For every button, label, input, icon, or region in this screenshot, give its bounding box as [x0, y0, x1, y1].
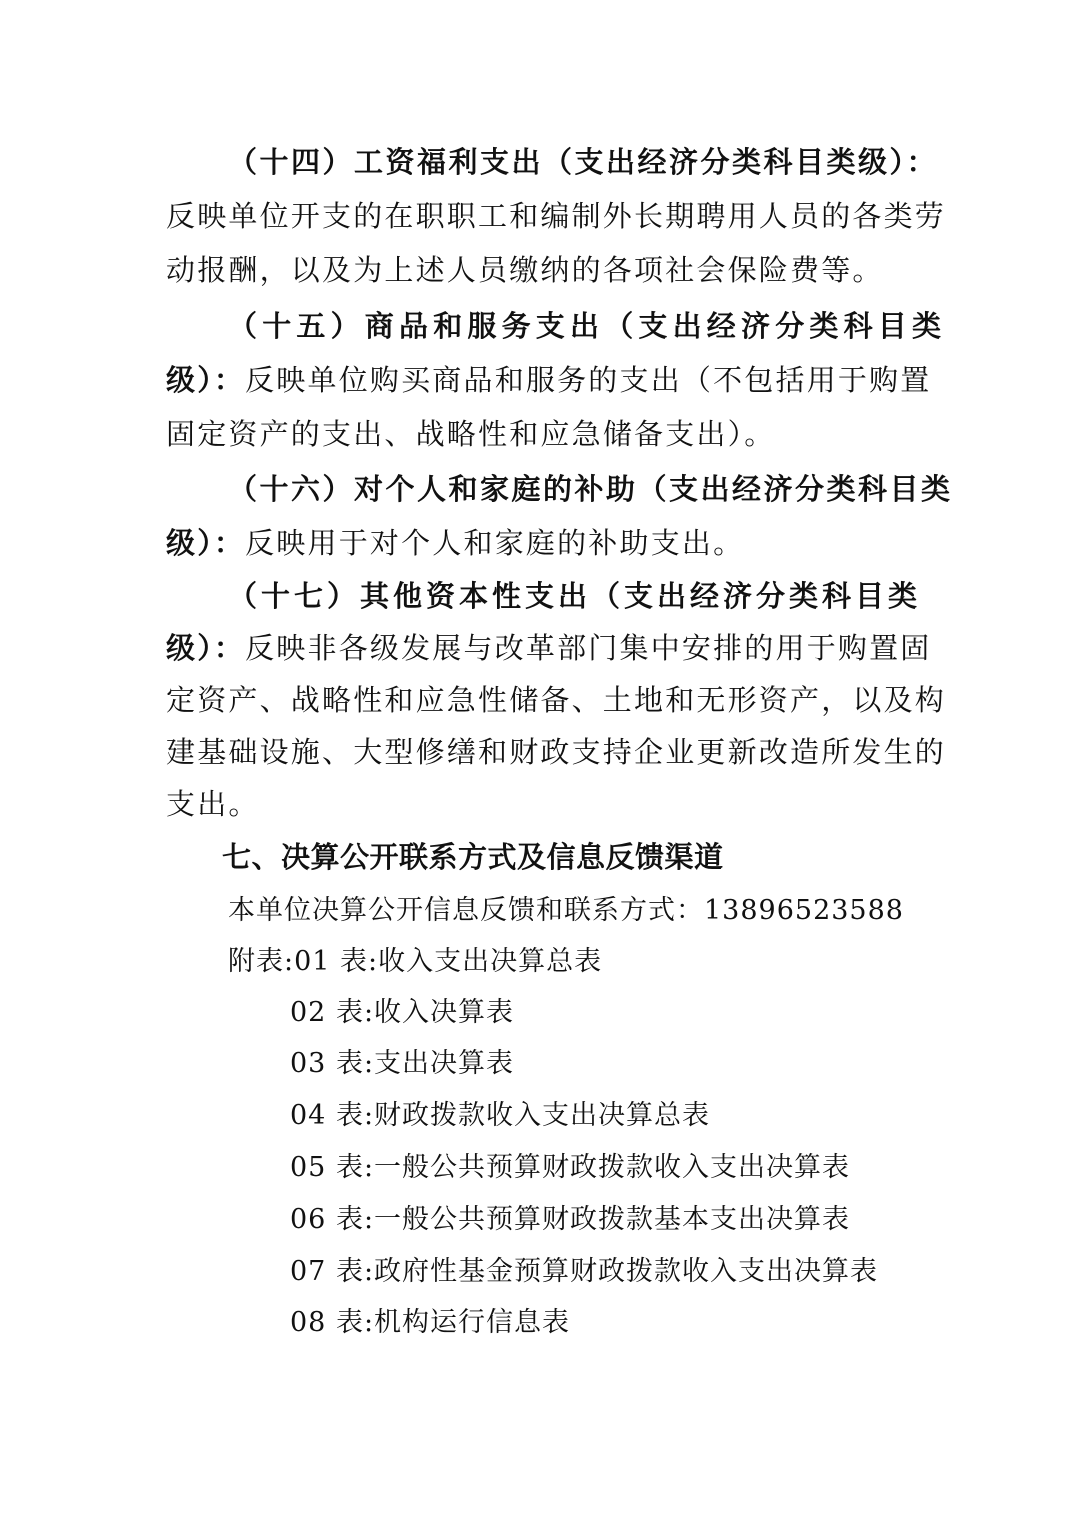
section-14-line-1: 反映单位开支的在职职工和编制外长期聘用人员的各类劳 [166, 199, 947, 233]
section-14-line-2: 动报酬，以及为上述人员缴纳的各项社会保险费等。 [166, 253, 884, 287]
attachment-item: 05 表:一般公共预算财政拨款收入支出决算表 [290, 1152, 851, 1183]
section-17-line-2: 建基础设施、大型修缮和财政支持企业更新改造所发生的 [166, 735, 947, 769]
section-15-cont-bold: 级）： [166, 363, 246, 397]
attachment-item: 04 表:财政拨款收入支出决算总表 [290, 1100, 711, 1131]
section-17-cont-rest: 反映非各级发展与改革部门集中安排的用于购置固 [245, 631, 932, 665]
section-17-line-1: 定资产、战略性和应急性储备、土地和无形资产，以及构 [166, 683, 947, 717]
section-15-line-1: 固定资产的支出、战略性和应急储备支出）。 [166, 417, 776, 451]
section-15-cont [166, 363, 932, 397]
attachment-item: 06 表:一般公共预算财政拨款基本支出决算表 [290, 1204, 851, 1235]
attachment-item: 07 表:政府性基金预算财政拨款收入支出决算表 [290, 1256, 879, 1287]
section-16-title: （十六）对个人和家庭的补助（支出经济分类科目类 [228, 472, 953, 506]
section-17-line-3: 支出。 [166, 787, 260, 821]
section-14-title: （十四）工资福利支出（支出经济分类科目类级）： [228, 145, 939, 179]
attachment-list-first: 附表:01 表:收入支出决算总表 [228, 946, 603, 977]
section-17-title: （十七）其他资本性支出（支出经济分类科目类 [228, 579, 922, 613]
attachment-item: 02 表:收入决算表 [290, 997, 515, 1028]
section-16-cont-rest: 反映用于对个人和家庭的补助支出。 [245, 526, 745, 560]
section-17-cont [166, 631, 932, 665]
section-16-cont-bold: 级）： [166, 526, 246, 560]
attachment-item: 03 表:支出决算表 [290, 1048, 515, 1079]
contact-line: 本单位决算公开信息反馈和联系方式：13896523588 [228, 895, 904, 926]
attachment-item: 08 表:机构运行信息表 [290, 1307, 571, 1338]
section-heading: 七、决算公开联系方式及信息反馈渠道 [222, 840, 724, 874]
section-15-cont-rest: 反映单位购买商品和服务的支出（不包括用于购置 [245, 363, 932, 397]
section-17-cont-bold: 级）： [166, 631, 246, 665]
section-16-cont [166, 526, 745, 560]
section-15-title: （十五）商品和服务支出（支出经济分类科目类 [228, 309, 947, 343]
